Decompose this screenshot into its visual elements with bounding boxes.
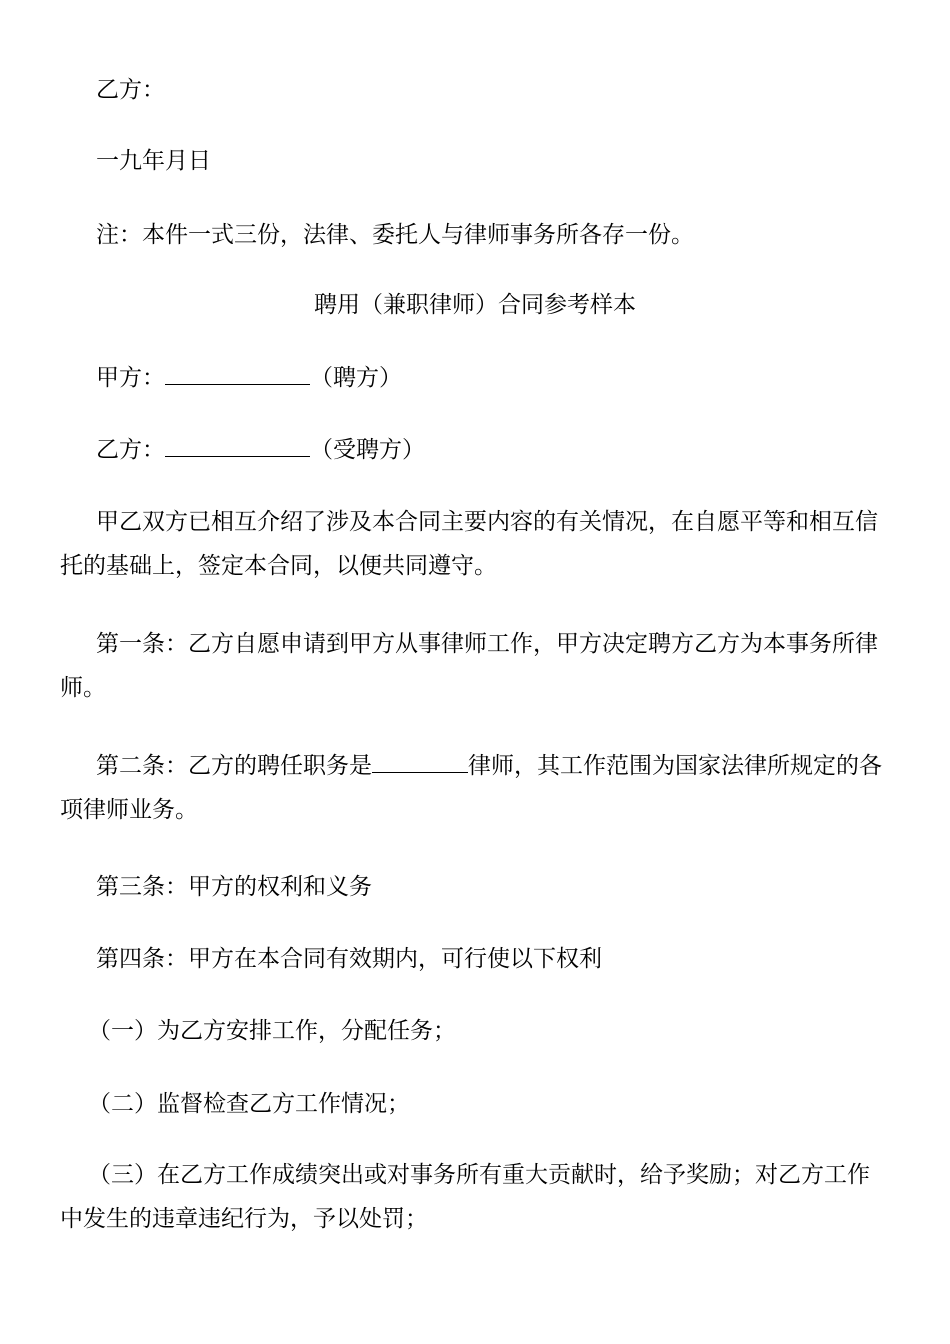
- list-item-1: （一）为乙方安排工作，分配任务；: [88, 1018, 456, 1044]
- date-line: 一九年月日: [96, 148, 211, 174]
- list-item-2: （二）监督检查乙方工作情况；: [88, 1091, 410, 1117]
- article-2: [60, 744, 890, 832]
- party-b-line: [60, 428, 890, 472]
- list-item-3: （三）在乙方工作成绩突出或对事务所有重大贡献时，给予奖励；对乙方工作中发生的违章违纪行为，予以处罚；: [60, 1162, 870, 1232]
- article-2-suffix: 律师，其工作范围为国家法律所规定的各项律师业务。: [60, 753, 882, 823]
- party-b-label: 乙方：: [96, 437, 165, 463]
- article-1: 第一条：乙方自愿申请到甲方从事律师工作，甲方决定聘方乙方为本事务所律师。: [60, 631, 878, 701]
- party-a-blank: [165, 358, 310, 385]
- intro-paragraph: 甲乙双方已相互介绍了涉及本合同主要内容的有关情况，在自愿平等和相互信托的基础上，签定本合同，以便共同遵守。: [60, 509, 878, 579]
- party-a-label: 甲方：: [96, 365, 165, 391]
- party-b-blank: [165, 430, 310, 457]
- party-a-line: [60, 356, 890, 400]
- article-2-prefix: 第二条：乙方的聘任职务是: [96, 753, 372, 779]
- party-a-suffix: （聘方）: [310, 365, 402, 391]
- party-b-suffix: （受聘方）: [310, 437, 425, 463]
- article-2-blank: [372, 746, 468, 773]
- article-4: 第四条：甲方在本合同有效期内，可行使以下权利: [96, 946, 602, 972]
- party-b-signature-line: 乙方：: [96, 77, 165, 103]
- contract-title: 聘用（兼职律师）合同参考样本: [314, 292, 636, 318]
- note-paragraph: 注：本件一式三份，法律、委托人与律师事务所各存一份。: [96, 222, 694, 248]
- article-3: 第三条：甲方的权利和义务: [96, 874, 372, 900]
